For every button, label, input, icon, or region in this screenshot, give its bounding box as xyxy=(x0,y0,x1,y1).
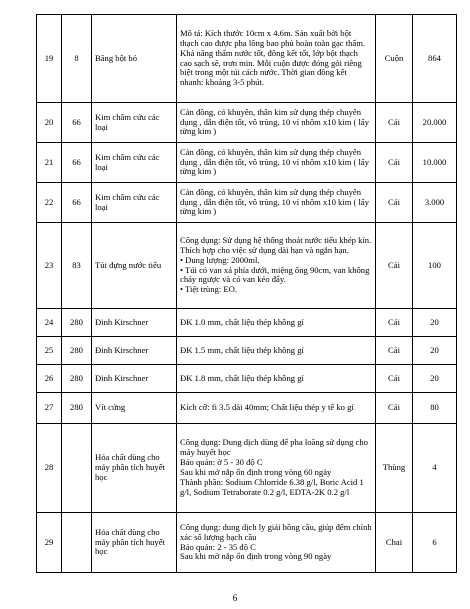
item-quantity: 4 xyxy=(413,424,457,513)
item-unit: Cái xyxy=(376,103,413,143)
item-unit: Thùng xyxy=(376,424,413,513)
item-unit: Cái xyxy=(376,143,413,183)
table-row xyxy=(37,143,457,183)
row-index: 21 xyxy=(37,143,62,183)
table-row xyxy=(37,183,457,223)
item-quantity: 6 xyxy=(413,513,457,573)
row-index: 23 xyxy=(37,223,62,309)
item-code xyxy=(62,424,92,513)
item-code: 280 xyxy=(62,365,92,393)
item-unit: Cuộn xyxy=(376,15,413,103)
item-code: 66 xyxy=(62,143,92,183)
item-description: Công dụng: Sử dụng hệ thống thoát nước tiểu khép kín. Thích hợp cho việc sử dụng dài hạn và ngắn hạn. • Dung lượng: 2000ml. • Túi có van xả phía dưới, miệng ống 90cm, van không chảy ngược và có van kéo đẩy. • Tiệt trùng: EO. xyxy=(177,223,376,309)
item-unit: Cái xyxy=(376,309,413,337)
row-index: 19 xyxy=(37,15,62,103)
row-index: 25 xyxy=(37,337,62,365)
item-name: Vít cứng xyxy=(92,393,177,424)
item-description: Công dụng: Dung dịch dùng để pha loãng sử dụng cho máy huyết học Bảo quản: ở 5 - 30 độ C Sau khi mở nắp ổn định trong vòng 60 ngày Thành phần: Sodium Chlorride 6.38 g/l, Boric Acid 1 g/l, Sodium Tetraborate 0.2 g/l, EDTA-2K 0.2 g/l xyxy=(177,424,376,513)
item-description: Mô tả: Kích thước 10cm x 4.6m. Sản xuất bởi bột thạch cao được pha lông bao phủ hoàn toàn gạc thấm. Khả năng thấm nước tốt, đông kết tốt, lớp bột thạch cao sạch sẽ, trơn min. Mỗi cuộn được đóng gói riêng biệt trong một túi cách nước. Thời gian đông kết nhanh: khoảng 3-5 phút. xyxy=(177,15,376,103)
row-index: 27 xyxy=(37,393,62,424)
table-row xyxy=(37,15,457,103)
item-unit: Cái xyxy=(376,365,413,393)
item-unit: Chai xyxy=(376,513,413,573)
item-name: Đinh Kirschner xyxy=(92,309,177,337)
item-quantity: 3.000 xyxy=(413,183,457,223)
item-code: 66 xyxy=(62,103,92,143)
table-row xyxy=(37,365,457,393)
item-name: Túi đựng nước tiểu xyxy=(92,223,177,309)
item-description: ĐK 1.0 mm, chất liệu thép không gỉ xyxy=(177,309,376,337)
table-row xyxy=(37,309,457,337)
item-description: ĐK 1.5 mm, chất liệu thép không gỉ xyxy=(177,337,376,365)
item-unit: Cái xyxy=(376,183,413,223)
item-code: 280 xyxy=(62,337,92,365)
row-index: 22 xyxy=(37,183,62,223)
item-name: Băng bột bó xyxy=(92,15,177,103)
item-quantity: 80 xyxy=(413,393,457,424)
item-name: Đinh Kirschner xyxy=(92,337,177,365)
item-quantity: 20 xyxy=(413,365,457,393)
item-name: Đinh Kirschner xyxy=(92,365,177,393)
item-quantity: 10.000 xyxy=(413,143,457,183)
item-code: 66 xyxy=(62,183,92,223)
item-name: Kim châm cứu các loại xyxy=(92,183,177,223)
table-row xyxy=(37,103,457,143)
item-name: Kim châm cứu các loại xyxy=(92,143,177,183)
row-index: 28 xyxy=(37,424,62,513)
table-row xyxy=(37,424,457,513)
item-code: 8 xyxy=(62,15,92,103)
item-name: Hóa chất dùng cho máy phân tích huyết học xyxy=(92,424,177,513)
item-unit: Cái xyxy=(376,337,413,365)
table-row xyxy=(37,223,457,309)
item-code: 280 xyxy=(62,393,92,424)
item-description: Công dụng: dung dịch ly giải hồng cầu, giúp đếm chính xác số lượng bạch cầu Bảo quản: 2 - 35 độ C Sau khi mở nắp ổn định trong vòng 90 ngày xyxy=(177,513,376,573)
page-number: 6 xyxy=(232,593,238,603)
item-quantity: 20.000 xyxy=(413,103,457,143)
item-unit: Cái xyxy=(376,223,413,309)
table-row xyxy=(37,513,457,573)
item-quantity: 864 xyxy=(413,15,457,103)
item-description: ĐK 1.8 mm, chất liệu thép không gỉ xyxy=(177,365,376,393)
item-name: Hóa chất dùng cho máy phân tích huyết học xyxy=(92,513,177,573)
item-description: Cán đồng, có khuyên, thân kim sử dụng thép chuyên dụng , dẫn điện tốt, vô trùng, 10 vỉ nhôm x10 kim ( lấy từng kim ) xyxy=(177,143,376,183)
row-index: 26 xyxy=(37,365,62,393)
item-description: Cán đồng, có khuyên, thân kim sử dụng thép chuyên dụng , dẫn điện tốt, vô trùng, 10 vỉ nhôm x10 kim ( lấy từng kim ) xyxy=(177,183,376,223)
row-index: 20 xyxy=(37,103,62,143)
item-name: Kim châm cứu các loại xyxy=(92,103,177,143)
item-code: 280 xyxy=(62,309,92,337)
item-code: 83 xyxy=(62,223,92,309)
item-code xyxy=(62,513,92,573)
item-quantity: 20 xyxy=(413,309,457,337)
equipment-table xyxy=(36,14,457,573)
item-unit: Cái xyxy=(376,393,413,424)
table-row xyxy=(37,337,457,365)
item-quantity: 100 xyxy=(413,223,457,309)
item-description: Cán đồng, có khuyên, thân kim sử dụng thép chuyên dụng , dẫn điện tốt, vô trùng, 10 vỉ nhôm x10 kim ( lấy từng kim ) xyxy=(177,103,376,143)
row-index: 24 xyxy=(37,309,62,337)
item-description: Kích cỡ: fi 3.5 dài 40mm; Chất liệu thép y tế ko gỉ xyxy=(177,393,376,424)
table-row xyxy=(37,393,457,424)
item-quantity: 20 xyxy=(413,337,457,365)
row-index: 29 xyxy=(37,513,62,573)
